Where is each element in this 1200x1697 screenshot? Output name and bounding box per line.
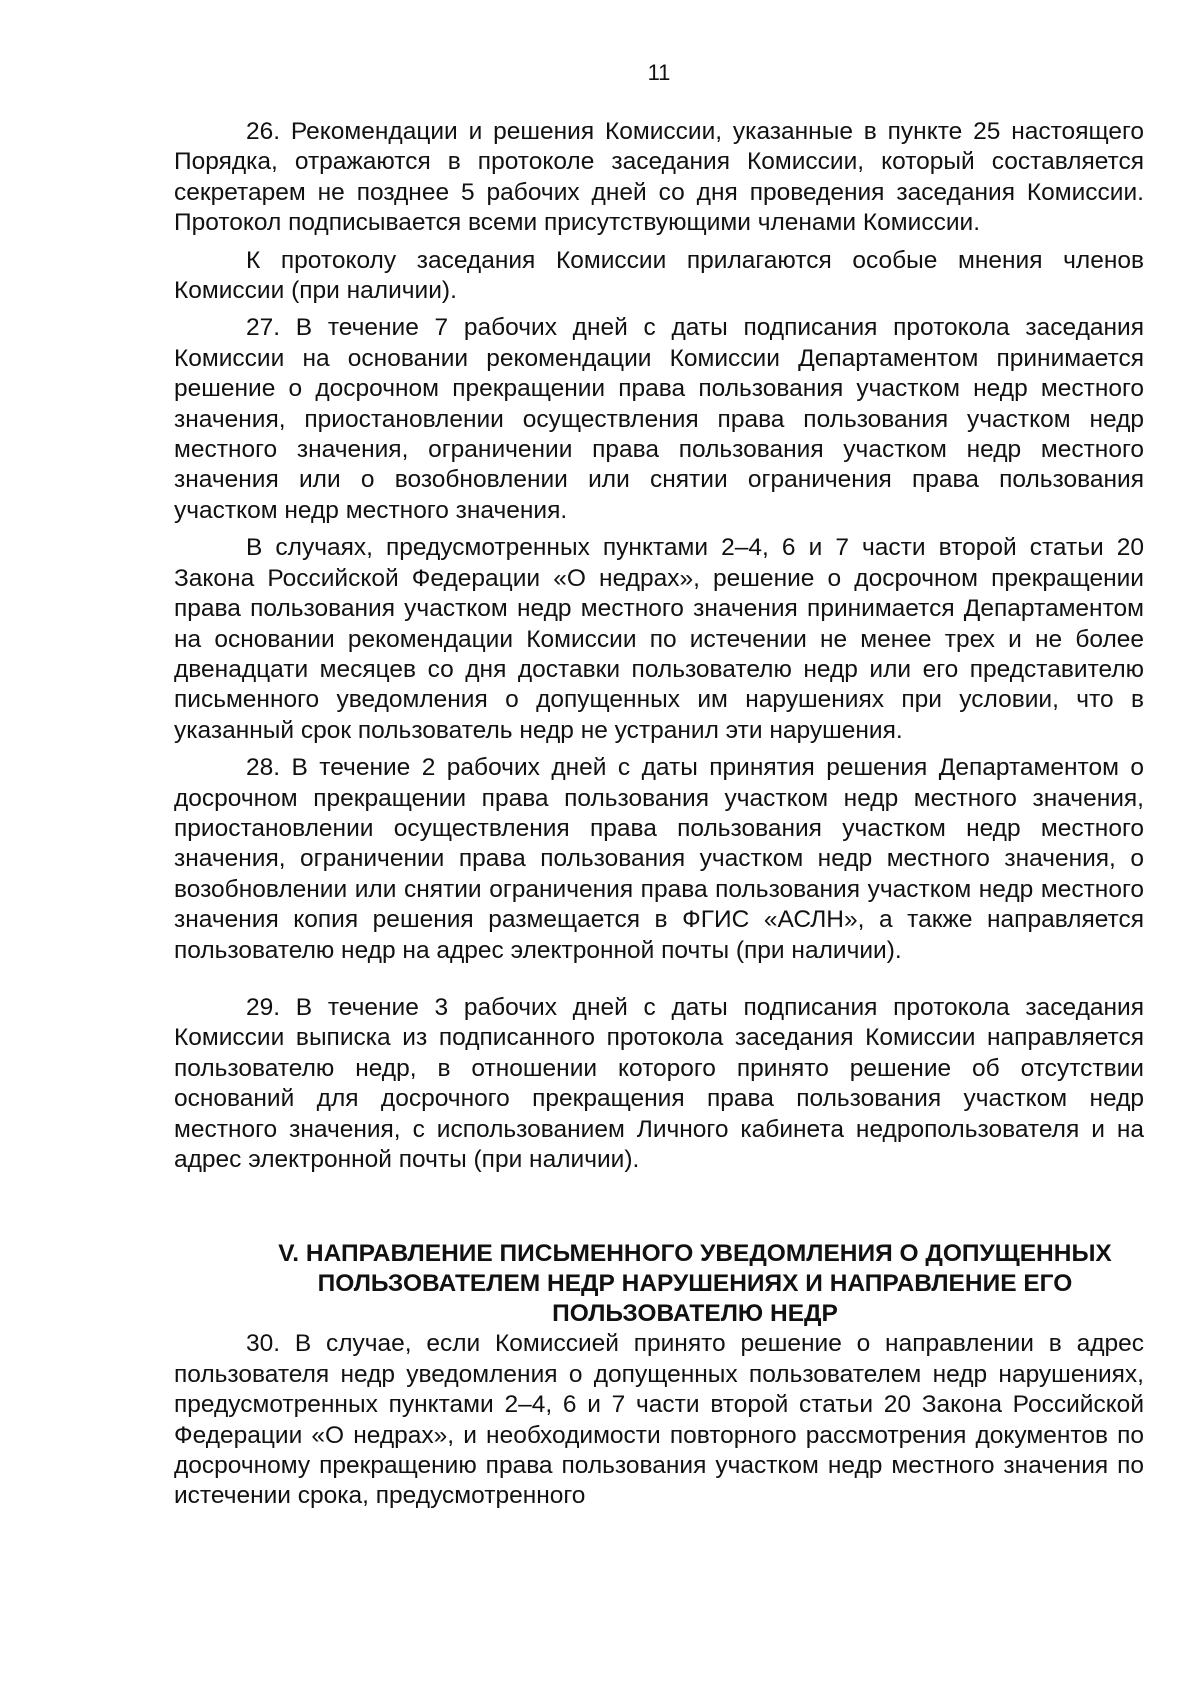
- paragraph-28: 28. В течение 2 рабочих дней с даты принятия решения Департаментом о досрочном прекращении права пользования участком недр местного значения, приостановлении осуществления права пользования участком недр местного значения, ограничении права пользования участком недр местного значения, о возобновлении или снятии ограничения права пользования участком недр местного значения копия решения размещается в ФГИС «АСЛН», а также направляется пользователю недр на адрес электронной почты (при наличии).: [174, 754, 1144, 964]
- page-number: 11: [647, 60, 671, 85]
- paragraph-26: 26. Рекомендации и решения Комиссии, указанные в пункте 25 настоящего Порядка, отражаются в протоколе заседания Комиссии, который составляется секретарем не позднее 5 рабочих дней со дня проведения заседания Комиссии. Протокол подписывается всеми присутствующими членами Комиссии.: [174, 118, 1144, 237]
- paragraph-30: 30. В случае, если Комиссией принято решение о направлении в адрес пользователя недр уведомления о допущенных пользователем недр нарушениях, предусмотренных пунктами 2–4, 6 и 7 части второй статьи 20 Закона Российской Федерации «О недрах», и необходимости повторного рассмотрения документов по досрочному прекращению права пользования участком недр местного значения по истечении срока, предусмотренного: [174, 1330, 1144, 1510]
- document-body: [174, 117, 1144, 1512]
- section-heading-line-1: V. НАПРАВЛЕНИЕ ПИСЬМЕННОГО УВЕДОМЛЕНИЯ О ДОПУЩЕННЫХ: [278, 1240, 1112, 1268]
- paragraph-27: 27. В течение 7 рабочих дней с даты подписания протокола заседания Комиссии на основании рекомендации Комиссии Департаментом принимается решение о досрочном прекращении права пользования участком недр местного значения, приостановлении осуществления права пользования участком недр местного значения, ограничении права пользования участком недр местного значения или о возобновлении или снятии ограничения права пользования участком недр местного значения.: [174, 314, 1144, 524]
- section-heading-line-3: ПОЛЬЗОВАТЕЛЮ НЕДР: [552, 1300, 838, 1328]
- paragraph-26-attachment: К протоколу заседания Комиссии прилагаются особые мнения членов Комиссии (при наличии).: [174, 246, 1144, 305]
- section-heading: [174, 1239, 1144, 1329]
- section-heading-line-2: ПОЛЬЗОВАТЕЛЕМ НЕДР НАРУШЕНИЯХ И НАПРАВЛЕНИЕ ЕГО: [317, 1270, 1073, 1298]
- paragraph-27-cases: В случаях, предусмотренных пунктами 2–4, 6 и 7 части второй статьи 20 Закона Российской Федерации «О недрах», решение о досрочном прекращении права пользования участком недр местного значения принимается Департаментом на основании рекомендации Комиссии по истечении не менее трех и не более двенадцати месяцев со дня доставки пользователю недр или его представителю письменного уведомления о допущенных им нарушениях при условии, что в указанный срок пользователь недр не устранил эти нарушения.: [174, 534, 1144, 744]
- paragraph-29: 29. В течение 3 рабочих дней с даты подписания протокола заседания Комиссии выписка из подписанного протокола заседания Комиссии направляется пользователю недр, в отношении которого принято решение об отсутствии оснований для досрочного прекращения права пользования участком недр местного значения, с использованием Личного кабинета недропользователя и на адрес электронной почты (при наличии).: [174, 993, 1144, 1173]
